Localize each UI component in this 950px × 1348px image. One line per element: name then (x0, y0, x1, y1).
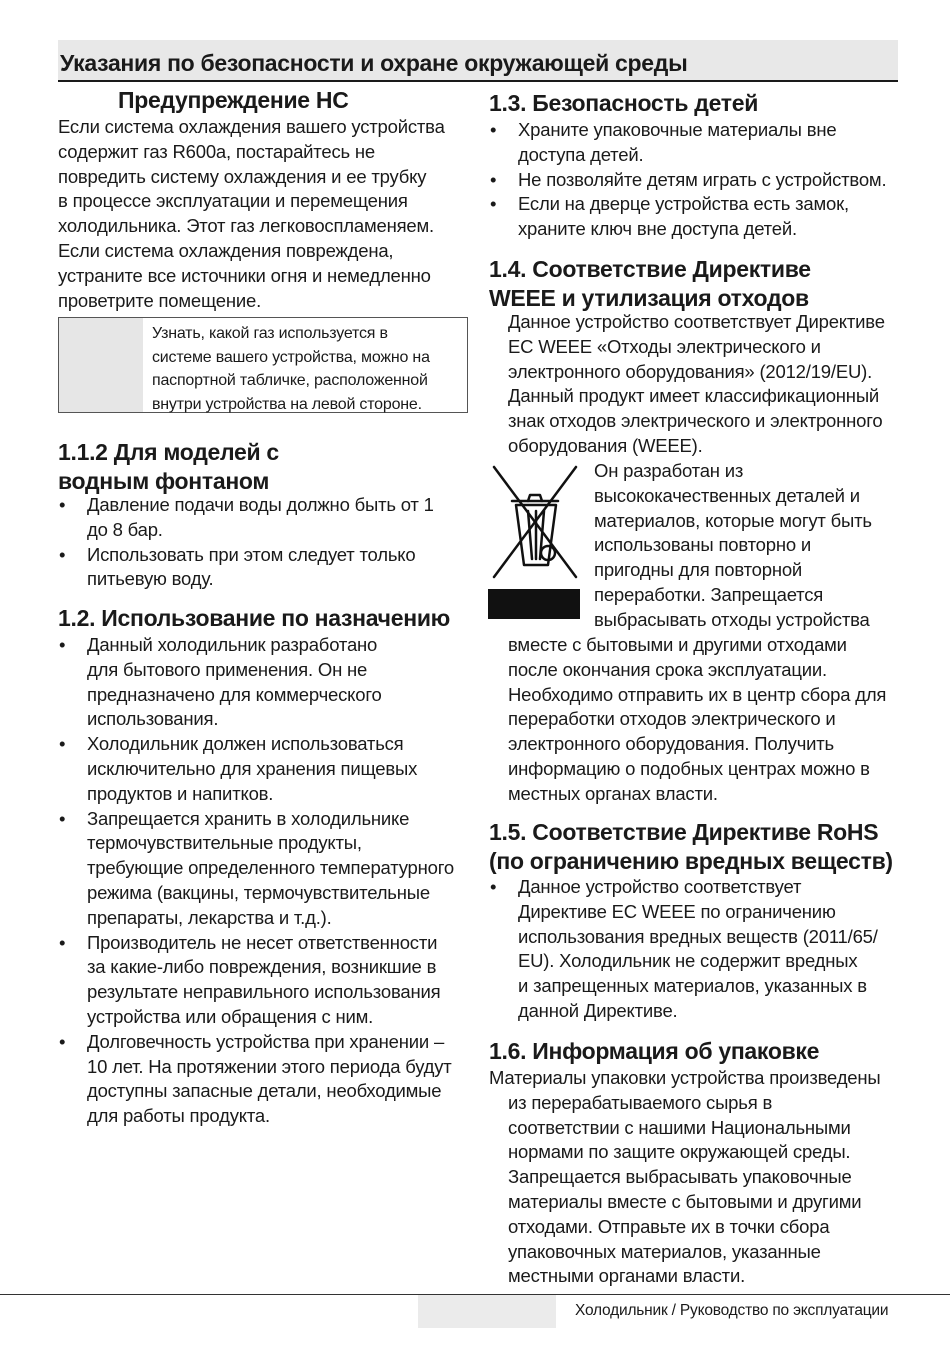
text-line: в процессе эксплуатации и перемещения (58, 190, 408, 212)
note-line: Узнать, какой газ используется в (152, 325, 388, 342)
text-line: выбрасывать отходы устройства (594, 608, 870, 630)
children-section-title: 1.3. Безопасность детей (489, 90, 759, 116)
weee-side-text (594, 459, 872, 633)
text-line: Материалы упаковки устройства произведены (489, 1067, 881, 1088)
text-line: соответствии с нашими Национальными (508, 1116, 851, 1138)
hc-warning-text (58, 115, 445, 313)
fountain-list (59, 493, 434, 592)
text-line: пригодны для повторной (594, 559, 803, 581)
list-item: • Холодильник должен использоваться исключительно для хранения пищевых продуктов и напитков. (59, 733, 418, 804)
text-line: высококачественных деталей и (594, 484, 860, 506)
weee-section-title (489, 255, 811, 313)
rohs-section-title (489, 818, 893, 876)
text-line: Если система охлаждения повреждена, (58, 239, 394, 261)
list-item: • Данный холодильник разработано для бытового применения. Он не предназначено для коммерческого использования. (59, 634, 382, 730)
note-line: паспортной табличке, расположенной (152, 372, 428, 389)
text-line: ЕС WEEE «Отходы электрического и (508, 335, 821, 357)
rohs-title-line: 1.5. Соответствие Директиве RoHS (489, 819, 879, 845)
text-line: нормами по защите окружающей среды. (508, 1141, 851, 1163)
list-item: • Давление подачи воды должно быть от 1 до 8 бар. (59, 494, 434, 540)
text-line: вместе с бытовыми и другими отходами (508, 634, 847, 655)
text-line: оборудования (WEEE). (508, 434, 703, 456)
list-item: • Запрещается хранить в холодильнике термочувствительные продукты, требующие определенного температурного режима (вакцины, термочувствительные препараты, лекарства и т.д.). (59, 807, 454, 928)
text-line: переработки. Запрещается (594, 583, 824, 605)
text-line: материалы вместе с бытовыми и другими (508, 1190, 862, 1212)
list-item: • Если на дверце устройства есть замок, храните ключ вне доступа детей. (490, 193, 849, 240)
page-header (58, 40, 898, 82)
list-item: • Использовать при этом следует только питьевую воду. (59, 543, 416, 590)
text-line: холодильника. Этот газ легковоспламеняем. (58, 215, 434, 237)
text-line: материалов, которые могут быть (594, 509, 872, 531)
text-line: местными органами власти. (508, 1265, 746, 1287)
weee-title-line: 1.4. Соответствие Директиве (489, 256, 811, 282)
text-line: знак отходов электрического и электронного (508, 410, 883, 432)
gas-info-note (58, 317, 468, 413)
text-line: содержит газ R600a, постарайтесь не (58, 140, 375, 162)
list-item: • Производитель не несет ответственности за какие-либо повреждения, возникшие в результате неправильного использования устройства или обращения с ним. (59, 931, 441, 1027)
text-line: информацию о подобных центрах можно в (508, 757, 870, 779)
text-line: проветрите помещение. (58, 289, 262, 311)
text-line: устраните все источники огня и немедленно (58, 264, 431, 286)
rohs-list (490, 875, 878, 1024)
usage-section-title: 1.2. Использование по назначению (58, 605, 451, 631)
page-number-box (418, 1295, 556, 1328)
rohs-title-line: (по ограничению вредных веществ) (489, 848, 893, 874)
list-item: • Долговечность устройства при хранении – 10 лет. На протяжении этого периода будут доступны запасные детали, необходимые для работы продукта. (59, 1030, 452, 1127)
text-line: повредить систему охлаждения и ее трубку (58, 165, 427, 187)
text-line: Данный продукт имеет классификационный (508, 385, 880, 407)
text-line: после окончания срока эксплуатации. (508, 658, 827, 680)
packaging-section-title: 1.6. Информация об упаковке (489, 1038, 820, 1064)
text-line: переработки отходов электрического и (508, 708, 836, 730)
usage-list (59, 633, 454, 1129)
note-line: системе вашего устройства, можно на (152, 348, 430, 366)
page-header-title: Указания по безопасности и охране окружающей среды (60, 50, 688, 76)
weee-title-line: WEEE и утилизация отходов (489, 285, 809, 311)
note-shade (59, 318, 143, 412)
weee-bin-icon (488, 461, 582, 619)
text-line: Данное устройство соответствует Директиве (508, 311, 885, 332)
text-line: Если система охлаждения вашего устройства (58, 116, 445, 137)
list-item: • Храните упаковочные материалы вне доступа детей. (490, 119, 837, 165)
fountain-section-title (58, 438, 279, 496)
list-item: • Данное устройство соответствует Директиве ЕС WEEE по ограничению использования вредных веществ (2011/65/ EU). Холодильник не содержит вредных и запрещенных материалов, указанных в данной Директиве. (490, 876, 878, 1021)
text-line: электронного оборудования. Получить (508, 733, 835, 755)
text-line: Запрещается выбрасывать упаковочные (508, 1166, 852, 1188)
text-line: отходами. Отправьте их в точки сбора (508, 1215, 830, 1237)
text-line: Необходимо отправить их в центр сбора для (508, 683, 887, 705)
packaging-text (489, 1066, 881, 1289)
text-line: из перерабатываемого сырья в (508, 1091, 773, 1113)
text-line: электронного оборудования» (2012/19/EU). (508, 360, 873, 382)
weee-continued-text (508, 633, 886, 807)
list-item: • Не позволяйте детям играть с устройством. (490, 168, 887, 190)
fountain-title-line: 1.1.2 Для моделей с (58, 439, 279, 465)
note-line: внутри устройства на левой стороне. (152, 395, 422, 413)
footer-text: Холодильник / Руководство по эксплуатации (575, 1302, 889, 1319)
text-line: использованы повторно и (594, 534, 811, 556)
fountain-title-line: водным фонтаном (58, 468, 270, 494)
text-line: местных органах власти. (508, 782, 718, 804)
text-line: упаковочных материалов, указанные (508, 1240, 821, 1262)
children-list (490, 118, 887, 242)
note-text (152, 322, 430, 416)
hc-warning-title: Предупреждение HC (118, 87, 349, 113)
crossed-out-wheelie-bin-icon (488, 461, 582, 619)
weee-text (508, 310, 885, 459)
text-line: Он разработан из (594, 460, 744, 481)
